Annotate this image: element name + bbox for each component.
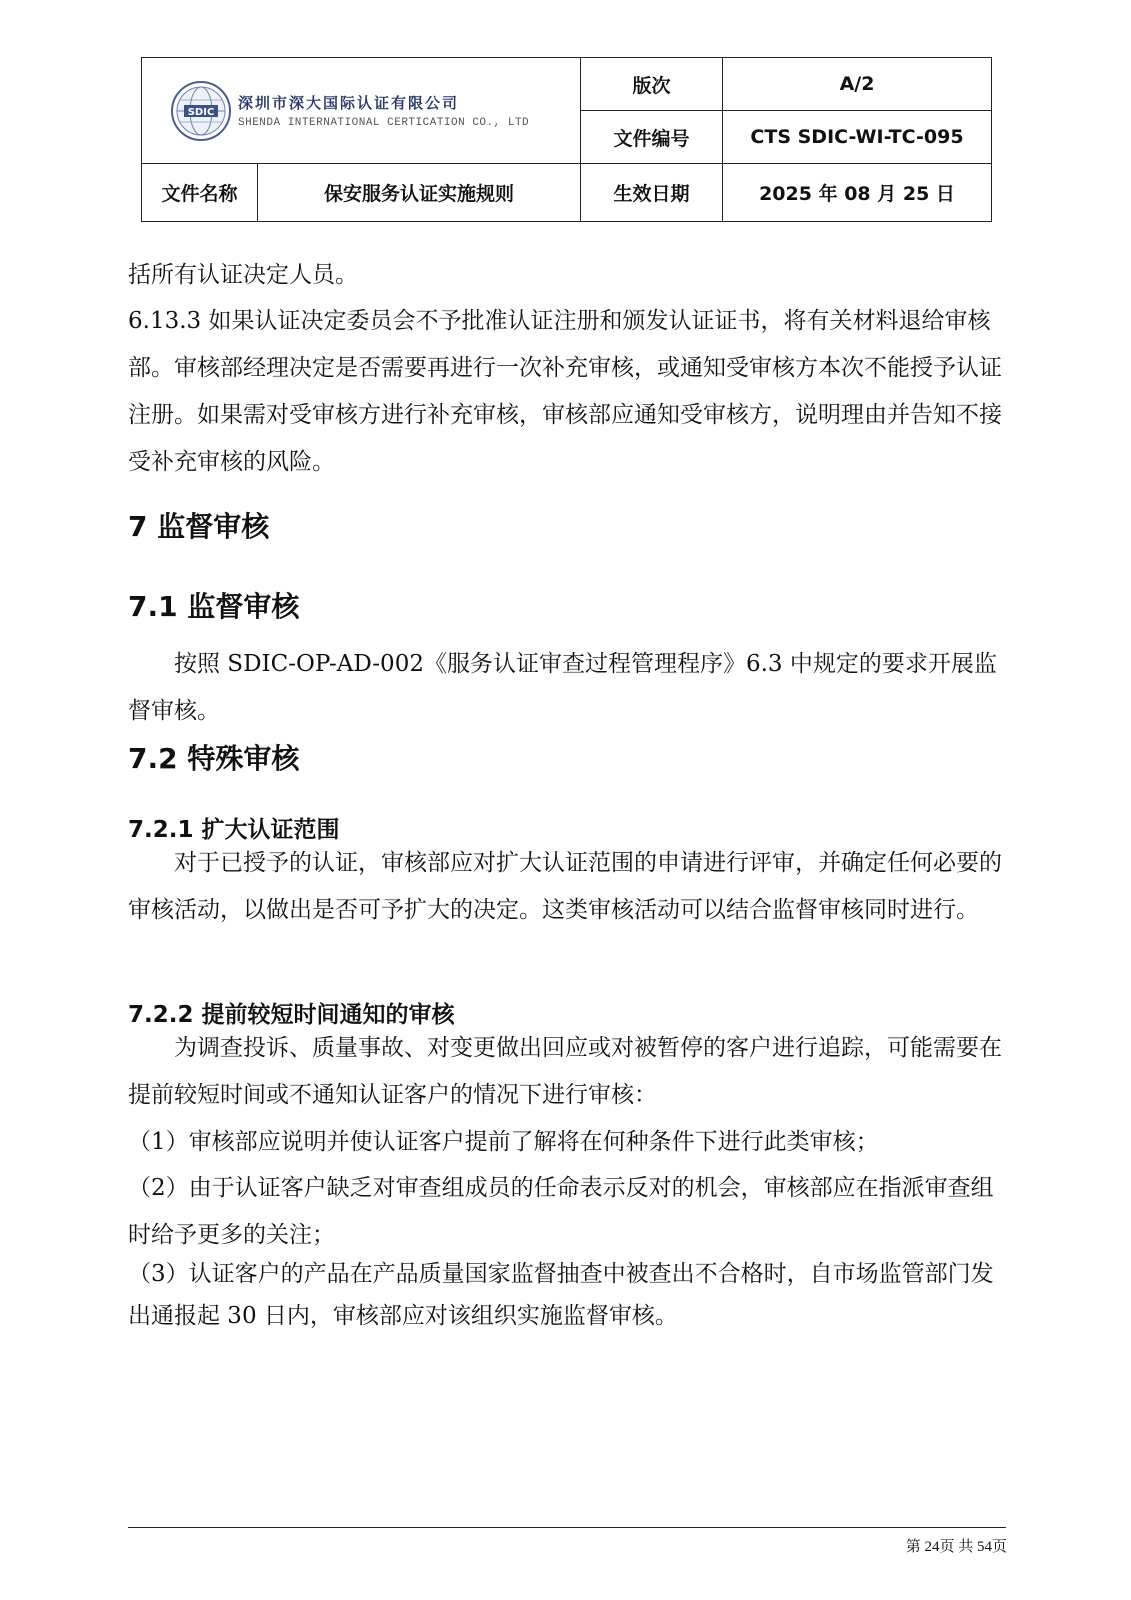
paragraph-continuation: 括所有认证决定人员。 (128, 262, 358, 288)
effective-date-value: 2025 年 08 月 25 日 (723, 164, 992, 222)
section-7-1-heading: 7.1 监督审核 (128, 590, 300, 623)
list-item-3: （3）认证客户的产品在产品质量国家监督抽查中被查出不合格时，自市场监管部门发出通报起 30 日内，审核部应对该组织实施监督审核。 (128, 1261, 994, 1329)
doc-number-value: CTS SDIC-WI-TC-095 (723, 111, 992, 164)
doc-number-label: 文件编号 (581, 111, 723, 164)
paragraph-7-2-1: 对于已授予的认证，审核部应对扩大认证范围的申请进行评审，并确定任何必要的审核活动，以做出是否可予扩大的决定。这类审核活动可以结合监督审核同时进行。 (128, 850, 1002, 923)
company-logo-icon (170, 80, 232, 142)
company-name-en: SHENDA INTERNATIONAL CERTICATION CO., LTD (238, 117, 530, 129)
version-label: 版次 (581, 58, 723, 111)
company-name-cn: 深圳市深大国际认证有限公司 (238, 94, 460, 112)
section-7-heading: 7 监督审核 (128, 510, 270, 543)
section-7-2-1-heading: 7.2.1 扩大认证范围 (128, 817, 340, 843)
doc-name-label: 文件名称 (142, 164, 258, 222)
page-number: 第 24页 共 54页 (905, 1539, 1007, 1555)
svg-text:SDIC: SDIC (187, 106, 215, 118)
list-item-2: （2）由于认证客户缺乏对审查组成员的任命表示反对的机会，审核部应在指派审查组时给予更多的关注； (128, 1175, 994, 1248)
version-value: A/2 (723, 58, 992, 111)
company-logo-cell (142, 58, 581, 164)
section-7-2-2-heading: 7.2.2 提前较短时间通知的审核 (128, 1002, 455, 1028)
paragraph-6-13-3: 6.13.3 如果认证决定委员会不予批准认证注册和颁发认证证书，将有关材料退给审核部。审核部经理决定是否需要再进行一次补充审核，或通知受审核方本次不能授予认证注册。如果需对受审核方进行补充审核，审核部应通知受审核方，说明理由并告知不接受补充审核的风险。 (128, 308, 1002, 475)
effective-date-label: 生效日期 (581, 164, 723, 222)
doc-name-value: 保安服务认证实施规则 (258, 164, 581, 222)
paragraph-7-1: 按照 SDIC-OP-AD-002《服务认证审查过程管理程序》6.3 中规定的要求开展监督审核。 (128, 651, 997, 724)
footer-divider (128, 1527, 1006, 1528)
list-item-1: （1）审核部应说明并使认证客户提前了解将在何种条件下进行此类审核； (128, 1129, 879, 1155)
paragraph-7-2-2: 为调查投诉、质量事故、对变更做出回应或对被暂停的客户进行追踪，可能需要在提前较短时间或不通知认证客户的情况下进行审核： (128, 1035, 1002, 1108)
section-7-2-heading: 7.2 特殊审核 (128, 742, 300, 775)
document-header-table (141, 57, 992, 222)
